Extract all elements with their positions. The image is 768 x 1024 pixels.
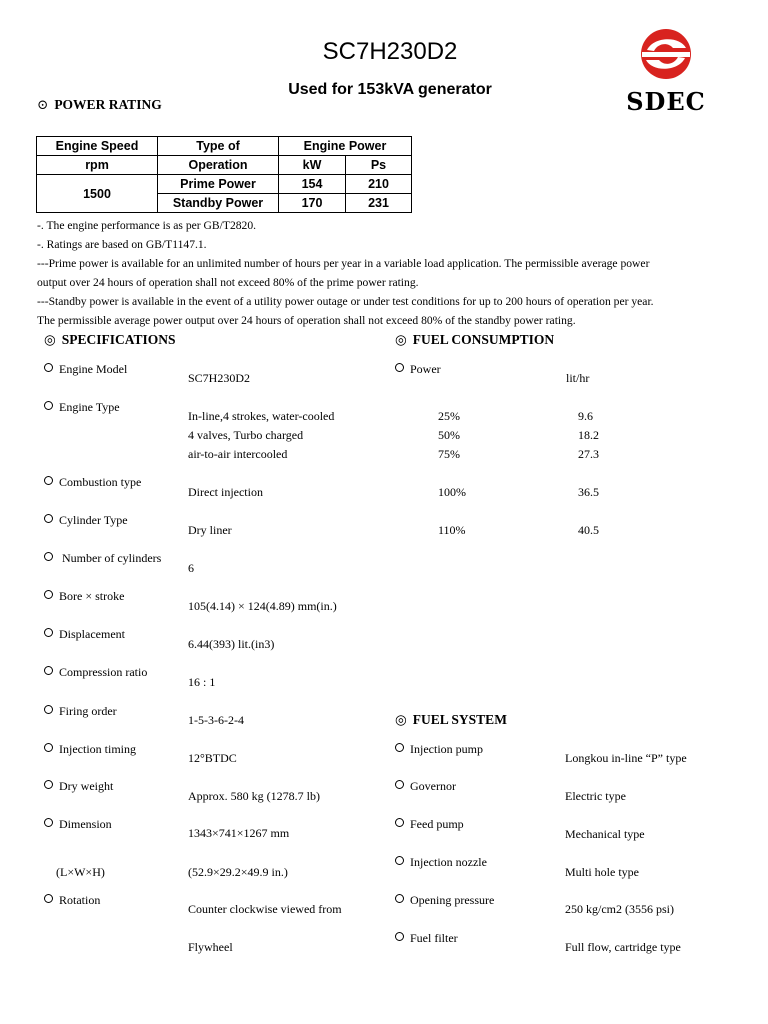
section-marker-icon: ⊙ xyxy=(37,97,49,112)
table-cell: 210 xyxy=(346,175,412,194)
note-line: output over 24 hours of operation shall not exceed 80% of the prime power rating. xyxy=(37,276,419,289)
spec-label-cylinder-type: Cylinder Type xyxy=(44,513,128,528)
spec-value-firing: 1-5-3-6-2-4 xyxy=(188,713,244,727)
note-line: The permissible average power output over 24 hours of operation shall not exceed 80% of the standby power rating. xyxy=(37,314,576,327)
table-header-cell: rpm xyxy=(37,156,158,175)
table-header-row xyxy=(37,137,412,156)
table-header-cell: Operation xyxy=(158,156,279,175)
spec-label-bore: Bore × stroke xyxy=(44,589,124,604)
bullet-circle-icon xyxy=(44,894,53,903)
power-rating-table xyxy=(36,136,412,213)
fuel-system-label: Fuel filter xyxy=(395,931,458,946)
bullet-circle-icon xyxy=(395,932,404,941)
spec-value-engine-type: 4 valves, Turbo charged xyxy=(188,428,304,442)
fuel-load: 75% xyxy=(438,447,460,461)
bullet-circle-icon xyxy=(395,743,404,752)
fuel-load: 110% xyxy=(438,523,466,537)
spec-value-engine-model: SC7H230D2 xyxy=(188,371,251,385)
table-header-cell: Engine Speed xyxy=(37,137,158,156)
spec-value-rotation-2: Flywheel xyxy=(188,940,233,954)
spec-label-rotation: Rotation xyxy=(44,893,100,908)
page-subtitle: Used for 153kVA generator xyxy=(288,81,492,98)
table-header-cell: Type of xyxy=(158,137,279,156)
fuel-load: 100% xyxy=(438,485,466,499)
spec-value-timing: 12°BTDC xyxy=(188,751,237,765)
bullet-circle-icon xyxy=(395,780,404,789)
note-line: -. Ratings are based on GB/T1147.1. xyxy=(37,238,207,251)
fuel-system-value: Mechanical type xyxy=(565,827,645,841)
page-title: SC7H230D2 xyxy=(322,38,458,65)
spec-label-dimension: Dimension xyxy=(44,817,112,832)
table-cell: 154 xyxy=(279,175,346,194)
specifications-heading: ◎ SPECIFICATIONS xyxy=(44,332,176,347)
spec-label-compression: Compression ratio xyxy=(44,665,147,680)
spec-label-combustion: Combustion type xyxy=(44,475,141,490)
fuel-value: 36.5 xyxy=(578,485,599,499)
bullet-circle-icon xyxy=(44,628,53,637)
bullet-circle-icon xyxy=(395,363,404,372)
spec-sublabel-dimension: (L×W×H) xyxy=(56,865,105,879)
section-marker-icon: ◎ xyxy=(44,332,56,347)
bullet-circle-icon xyxy=(44,476,53,485)
bullet-circle-icon xyxy=(44,743,53,752)
spec-value-dimension: 1343×741×1267 mm xyxy=(188,826,290,840)
spec-value-bore: 105(4.14) × 124(4.89) mm(in.) xyxy=(188,599,337,613)
fuel-load: 50% xyxy=(438,428,460,442)
spec-label-engine-type: Engine Type xyxy=(44,400,120,415)
spec-value-displacement: 6.44(393) lit.(in3) xyxy=(188,637,275,651)
bullet-circle-icon xyxy=(395,856,404,865)
spec-value-dimension-in: (52.9×29.2×49.9 in.) xyxy=(188,865,288,879)
table-cell: Prime Power xyxy=(158,175,279,194)
fuel-system-value: 250 kg/cm2 (3556 psi) xyxy=(565,902,674,916)
bullet-circle-icon xyxy=(395,894,404,903)
fuel-system-label: Injection nozzle xyxy=(395,855,487,870)
fuel-consumption-label: Power xyxy=(395,362,441,377)
fuel-system-value: Full flow, cartridge type xyxy=(565,940,681,954)
fuel-value: 18.2 xyxy=(578,428,599,442)
spec-label-cylinders: Number of cylinders xyxy=(44,551,161,566)
fuel-system-heading: ◎ FUEL SYSTEM xyxy=(395,712,507,727)
spec-label-displacement: Displacement xyxy=(44,627,125,642)
spec-value-weight: Approx. 580 kg (1278.7 lb) xyxy=(188,789,320,803)
bullet-circle-icon xyxy=(44,780,53,789)
fuel-system-label: Feed pump xyxy=(395,817,464,832)
bullet-circle-icon xyxy=(44,818,53,827)
bullet-circle-icon xyxy=(44,590,53,599)
fuel-consumption-unit: lit/hr xyxy=(566,371,590,385)
bullet-circle-icon xyxy=(395,818,404,827)
fuel-load: 25% xyxy=(438,409,460,423)
table-header-cell: kW xyxy=(279,156,346,175)
spec-label-engine-model: Engine Model xyxy=(44,362,127,377)
spec-label-weight: Dry weight xyxy=(44,779,113,794)
table-header-cell: Engine Power xyxy=(279,137,412,156)
note-line: ---Standby power is available in the event of a utility power outage or under test conditions for up to 200 hours of operation per year. xyxy=(37,295,654,308)
table-cell: 1500 xyxy=(37,175,158,213)
fuel-value: 27.3 xyxy=(578,447,599,461)
bullet-circle-icon xyxy=(44,552,53,561)
logo-wordmark: SDEC xyxy=(626,87,706,116)
table-header-row xyxy=(37,156,412,175)
spec-value-engine-type: In-line,4 strokes, water-cooled xyxy=(188,409,335,423)
spec-value-combustion: Direct injection xyxy=(188,485,263,499)
spec-value-rotation: Counter clockwise viewed from xyxy=(188,902,342,916)
table-cell: 231 xyxy=(346,194,412,213)
power-rating-heading: ⊙ POWER RATING xyxy=(37,97,162,112)
bullet-circle-icon xyxy=(44,705,53,714)
section-marker-icon: ◎ xyxy=(395,712,407,727)
section-marker-icon: ◎ xyxy=(395,332,407,347)
bullet-circle-icon xyxy=(44,401,53,410)
note-line: ---Prime power is available for an unlimited number of hours per year in a variable load application. The permissible average power xyxy=(37,257,650,270)
spec-label-firing: Firing order xyxy=(44,704,117,719)
fuel-system-value: Multi hole type xyxy=(565,865,639,879)
bullet-circle-icon xyxy=(44,514,53,523)
fuel-consumption-heading: ◎ FUEL CONSUMPTION xyxy=(395,332,555,347)
fuel-system-value: Longkou in-line “P” type xyxy=(565,751,687,765)
fuel-system-label: Opening pressure xyxy=(395,893,494,908)
table-cell: 170 xyxy=(279,194,346,213)
fuel-system-label: Injection pump xyxy=(395,742,483,757)
spec-value-cylinder-type: Dry liner xyxy=(188,523,232,537)
table-row xyxy=(37,175,412,194)
spec-value-compression: 16 : 1 xyxy=(188,675,216,689)
spec-value-engine-type: air-to-air intercooled xyxy=(188,447,288,461)
bullet-circle-icon xyxy=(44,666,53,675)
fuel-value: 9.6 xyxy=(578,409,593,423)
fuel-value: 40.5 xyxy=(578,523,599,537)
fuel-system-value: Electric type xyxy=(565,789,626,803)
note-line: -. The engine performance is as per GB/T2820. xyxy=(37,219,257,232)
bullet-circle-icon xyxy=(44,363,53,372)
fuel-system-label: Governor xyxy=(395,779,456,794)
spec-value-cylinders: 6 xyxy=(188,561,194,575)
table-header-cell: Ps xyxy=(346,156,412,175)
table-cell: Standby Power xyxy=(158,194,279,213)
spec-label-timing: Injection timing xyxy=(44,742,136,757)
